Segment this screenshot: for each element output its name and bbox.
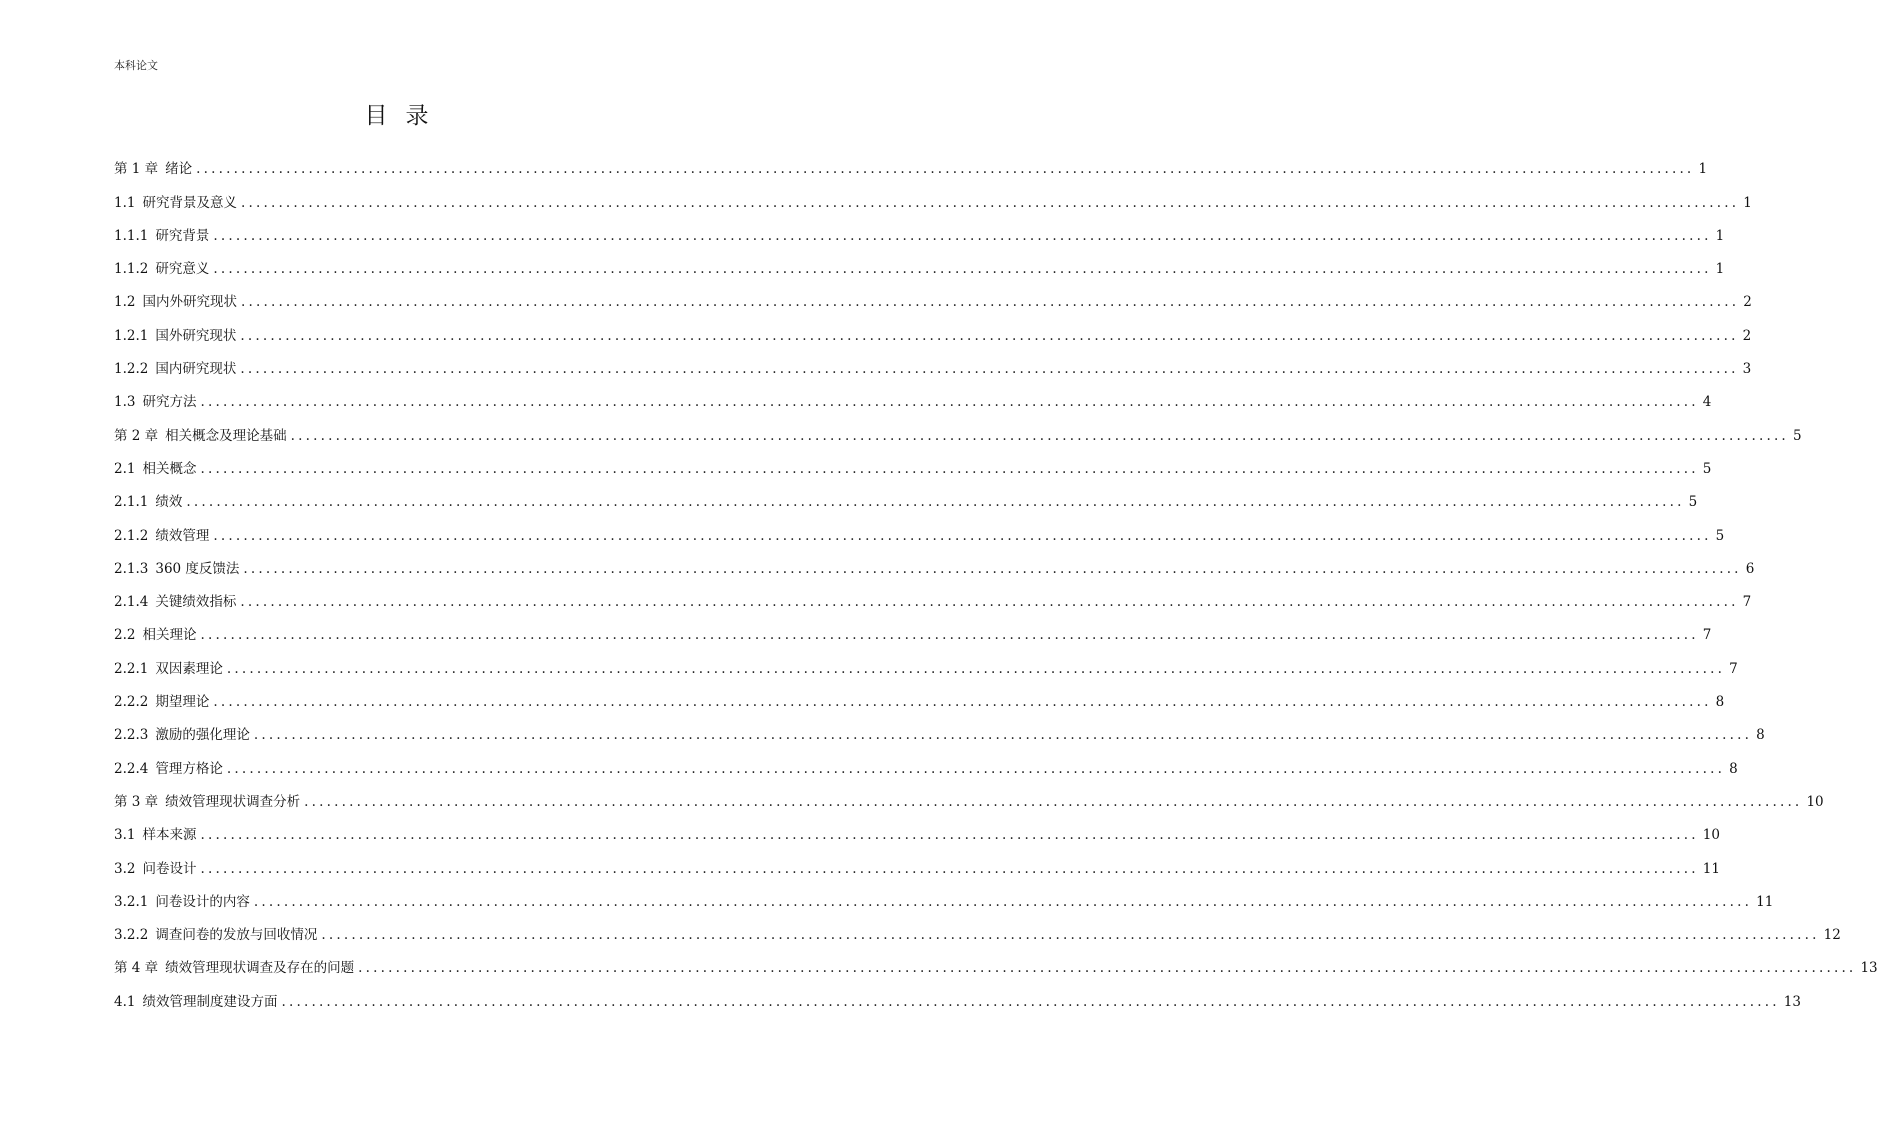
toc-entry-number: 2.2.3 [114, 727, 149, 744]
toc-dot-leader: ........................................................................................................................................................................................................ [304, 793, 1803, 810]
toc-entry[interactable] [114, 279, 1752, 312]
toc-entry-page-number: 1 [1743, 194, 1752, 211]
toc-entry-title: 国内研究现状 [155, 361, 237, 378]
toc-entry[interactable] [114, 712, 1765, 745]
toc-entry-number: 4.1 [114, 993, 136, 1010]
toc-entry[interactable] [114, 546, 1755, 579]
toc-entry-number: 1.2.2 [114, 361, 149, 378]
toc-entry-number: 2.1.2 [114, 527, 149, 544]
toc-entry-title: 相关理论 [142, 627, 197, 644]
toc-entry[interactable] [114, 612, 1712, 645]
toc-dot-leader: ........................................................................................................................................................................................................ [253, 727, 1753, 744]
toc-entry-number: 1.2 [114, 294, 136, 311]
toc-entry-title: 研究背景及意义 [142, 194, 237, 211]
toc-entry[interactable] [114, 346, 1752, 379]
toc-dot-leader: ........................................................................................................................................................................................................ [200, 627, 1699, 644]
toc-dot-leader: ........................................................................................................................................................................................................ [240, 294, 1740, 311]
toc-entry[interactable] [114, 945, 1878, 978]
toc-dot-leader: ........................................................................................................................................................................................................ [240, 361, 1739, 378]
toc-dot-leader: ........................................................................................................................................................................................................ [226, 660, 1726, 677]
toc-entry-page-number: 3 [1742, 361, 1752, 378]
toc-entry[interactable] [114, 179, 1752, 212]
toc-entry-page-number: 12 [1823, 927, 1841, 944]
toc-entry[interactable] [114, 679, 1725, 712]
toc-entry-title: 绩效管理 [155, 527, 210, 544]
toc-entry[interactable] [114, 812, 1720, 845]
toc-dot-leader: ........................................................................................................................................................................................................ [213, 261, 1712, 278]
toc-dot-leader: ........................................................................................................................................................................................................ [321, 927, 1820, 944]
toc-entry-page-number: 13 [1860, 960, 1878, 977]
toc-entry-page-number: 10 [1702, 827, 1720, 844]
toc-dot-leader: ........................................................................................................................................................................................................ [243, 560, 1742, 577]
toc-entry-title: 激励的强化理论 [155, 727, 250, 744]
toc-entry-title: 研究背景 [155, 227, 210, 244]
toc-entry-number: 2.1.1 [114, 494, 149, 511]
toc-entry[interactable] [114, 512, 1725, 545]
toc-entry-title: 国内外研究现状 [142, 294, 237, 311]
toc-dot-leader: ........................................................................................................................................................................................................ [200, 394, 1699, 411]
toc-dot-leader: ........................................................................................................................................................................................................ [186, 494, 1685, 511]
toc-dot-leader: ........................................................................................................................................................................................................ [240, 327, 1739, 344]
toc-entry-page-number: 1 [1715, 261, 1725, 278]
toc-entry-page-number: 2 [1742, 327, 1752, 344]
toc-entry-title: 研究方法 [142, 394, 197, 411]
toc-entry-number: 2.1 [114, 460, 136, 477]
toc-entry-number: 1.2.1 [114, 327, 149, 344]
toc-entry-number: 2.2.2 [114, 694, 149, 711]
toc-entry[interactable] [114, 412, 1802, 445]
toc-entry[interactable] [114, 978, 1801, 1011]
toc-dot-leader: ........................................................................................................................................................................................................ [200, 827, 1699, 844]
toc-dot-leader: ........................................................................................................................................................................................................ [290, 427, 1789, 444]
toc-entry-title: 国外研究现状 [155, 327, 237, 344]
toc-dot-leader: ........................................................................................................................................................................................................ [196, 161, 1695, 178]
toc-entry-title: 绩效管理现状调查分析 [165, 793, 301, 810]
toc-entry-number: 1.1.1 [114, 227, 149, 244]
document-header-label: 本科论文 [114, 59, 158, 72]
toc-entry-title: 管理方格论 [155, 760, 223, 777]
toc-entry-page-number: 8 [1756, 727, 1765, 744]
toc-dot-leader: ........................................................................................................................................................................................................ [240, 594, 1739, 611]
toc-entry-page-number: 7 [1702, 627, 1712, 644]
toc-dot-leader: ........................................................................................................................................................................................................ [213, 227, 1712, 244]
toc-entry-page-number: 8 [1715, 694, 1725, 711]
toc-entry-title: 360 度反馈法 [155, 560, 240, 577]
toc-entry[interactable] [114, 845, 1720, 878]
toc-entry-number: 第 3 章 [114, 793, 159, 810]
toc-entry-title: 问卷设计 [142, 860, 197, 877]
toc-entry-number: 1.3 [114, 394, 136, 411]
table-of-contents [114, 146, 1878, 1012]
toc-entry-title: 期望理论 [155, 694, 210, 711]
toc-entry-title: 相关概念及理论基础 [165, 427, 287, 444]
toc-entry[interactable] [114, 479, 1698, 512]
toc-dot-leader: ........................................................................................................................................................................................................ [358, 960, 1857, 977]
toc-entry-page-number: 5 [1792, 427, 1802, 444]
toc-entry-page-number: 5 [1715, 527, 1725, 544]
toc-entry-page-number: 5 [1688, 494, 1698, 511]
toc-entry[interactable] [114, 246, 1725, 279]
toc-entry-page-number: 10 [1806, 793, 1824, 810]
toc-entry-number: 3.2.1 [114, 893, 149, 910]
toc-entry-page-number: 5 [1702, 460, 1712, 477]
toc-dot-leader: ........................................................................................................................................................................................................ [213, 527, 1712, 544]
toc-entry[interactable] [114, 146, 1708, 179]
toc-entry[interactable] [114, 446, 1712, 479]
toc-entry[interactable] [114, 779, 1824, 812]
toc-entry-title: 关键绩效指标 [155, 594, 237, 611]
toc-entry-title: 相关概念 [142, 460, 197, 477]
toc-entry[interactable] [114, 579, 1752, 612]
toc-dot-leader: ........................................................................................................................................................................................................ [200, 860, 1699, 877]
toc-entry-page-number: 6 [1745, 560, 1755, 577]
toc-entry[interactable] [114, 912, 1841, 945]
toc-entry-number: 2.2.4 [114, 760, 149, 777]
toc-entry-number: 第 1 章 [114, 161, 159, 178]
toc-entry-page-number: 7 [1742, 594, 1752, 611]
toc-dot-leader: ........................................................................................................................................................................................................ [226, 760, 1726, 777]
toc-entry[interactable] [114, 879, 1774, 912]
toc-entry-number: 2.2.1 [114, 660, 149, 677]
toc-entry-title: 样本来源 [142, 827, 197, 844]
toc-entry-number: 1.1.2 [114, 261, 149, 278]
toc-entry-title: 绩效管理制度建设方面 [142, 993, 278, 1010]
toc-entry-number: 第 4 章 [114, 960, 159, 977]
toc-dot-leader: ........................................................................................................................................................................................................ [240, 194, 1740, 211]
toc-entry-number: 3.2.2 [114, 927, 149, 944]
toc-entry-page-number: 13 [1783, 993, 1801, 1010]
toc-entry-page-number: 2 [1743, 294, 1752, 311]
toc-entry-number: 1.1 [114, 194, 136, 211]
page-title: 目录 [364, 103, 447, 129]
toc-entry[interactable] [114, 379, 1712, 412]
toc-entry-title: 双因素理论 [155, 660, 223, 677]
toc-entry-page-number: 7 [1729, 660, 1738, 677]
toc-dot-leader: ........................................................................................................................................................................................................ [253, 893, 1753, 910]
toc-entry-title: 绪论 [165, 161, 193, 178]
toc-entry-title: 绩效管理现状调查及存在的问题 [165, 960, 355, 977]
toc-entry-number: 3.2 [114, 860, 136, 877]
toc-entry-number: 2.1.4 [114, 594, 149, 611]
toc-entry-title: 问卷设计的内容 [155, 893, 250, 910]
toc-entry[interactable] [114, 745, 1738, 778]
toc-entry-number: 2.2 [114, 627, 136, 644]
toc-entry-page-number: 1 [1698, 161, 1708, 178]
toc-entry-page-number: 8 [1729, 760, 1738, 777]
toc-entry-title: 绩效 [155, 494, 183, 511]
toc-entry[interactable] [114, 213, 1725, 246]
toc-entry-title: 研究意义 [155, 261, 210, 278]
toc-entry-number: 3.1 [114, 827, 136, 844]
toc-entry[interactable] [114, 645, 1738, 678]
toc-entry-number: 2.1.3 [114, 560, 149, 577]
toc-entry-page-number: 1 [1715, 227, 1725, 244]
toc-entry-page-number: 11 [1702, 860, 1720, 877]
toc-entry-title: 调查问卷的发放与回收情况 [155, 927, 318, 944]
toc-entry-number: 第 2 章 [114, 427, 159, 444]
toc-dot-leader: ........................................................................................................................................................................................................ [200, 460, 1699, 477]
toc-dot-leader: ........................................................................................................................................................................................................ [281, 993, 1780, 1010]
toc-entry-page-number: 4 [1702, 394, 1712, 411]
toc-dot-leader: ........................................................................................................................................................................................................ [213, 694, 1712, 711]
toc-entry[interactable] [114, 312, 1752, 345]
toc-entry-page-number: 11 [1756, 893, 1774, 910]
